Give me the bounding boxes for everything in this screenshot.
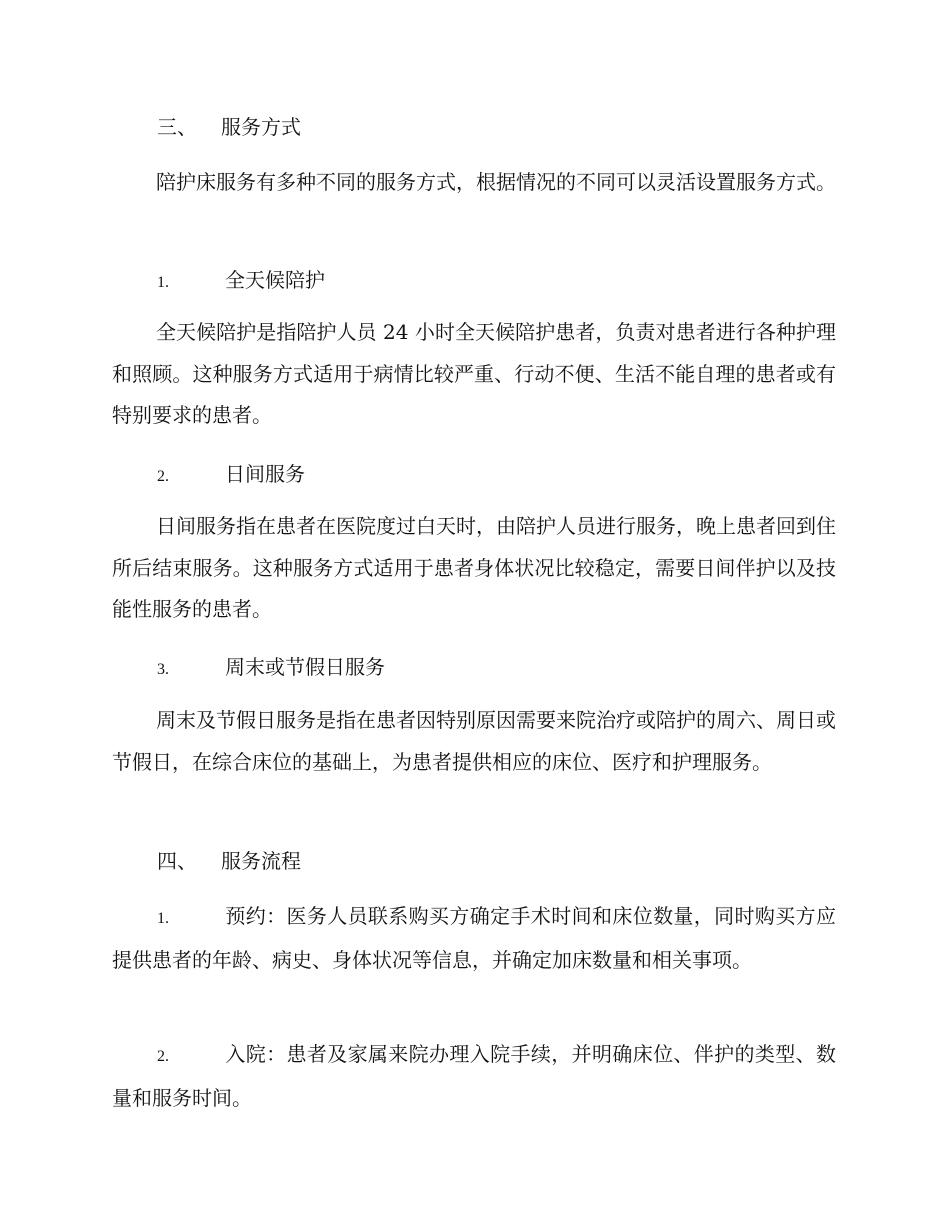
section-heading-3 [157,113,301,141]
item-number: 3. [157,661,169,678]
section-title: 服务方式 [221,115,301,139]
section-number: 三、 [157,115,197,139]
step-number: 1. [157,910,169,927]
section-number: 四、 [157,849,197,873]
process-step-1 [112,896,836,981]
subheading-item-2 [157,460,305,491]
item-3-paragraph: 周末及节假日服务是指在患者因特别原因需要来院治疗或陪护的周六、周日或节假日，在综合床位的基础上，为患者提供相应的床位、医疗和护理服务。 [112,708,836,774]
section-intro-paragraph: 陪护床服务有多种不同的服务方式，根据情况的不同可以灵活设置服务方式。 [156,170,836,194]
step-number: 2. [157,1048,169,1065]
item-title: 全天候陪护 [225,268,325,292]
item-number: 2. [157,468,169,485]
item-number: 1. [157,274,169,291]
section-heading-4 [157,847,301,875]
section-title: 服务流程 [221,849,301,873]
process-step-2 [112,1034,836,1119]
step-text: 入院：患者及家属来院办理入院手续，并明确床位、伴护的类型、数量和服务时间。 [112,1042,836,1110]
step-text: 预约：医务人员联系购买方确定手术时间和床位数量，同时购买方应提供患者的年龄、病史、身体状况等信息，并确定加床数量和相关事项。 [112,904,836,972]
subheading-item-3 [157,653,385,684]
item-1-paragraph: 全天候陪护是指陪护人员 24 小时全天候陪护患者，负责对患者进行各种护理和照顾。这种服务方式适用于病情比较严重、行动不便、生活不能自理的患者或有特别要求的患者。 [112,320,836,427]
item-title: 日间服务 [225,462,305,486]
subheading-item-1 [157,266,325,297]
item-title: 周末或节假日服务 [225,655,385,679]
item-2-paragraph: 日间服务指在患者在医院度过白天时，由陪护人员进行服务，晚上患者回到住所后结束服务。这种服务方式适用于患者身体状况比较稳定，需要日间伴护以及技能性服务的患者。 [112,514,836,621]
